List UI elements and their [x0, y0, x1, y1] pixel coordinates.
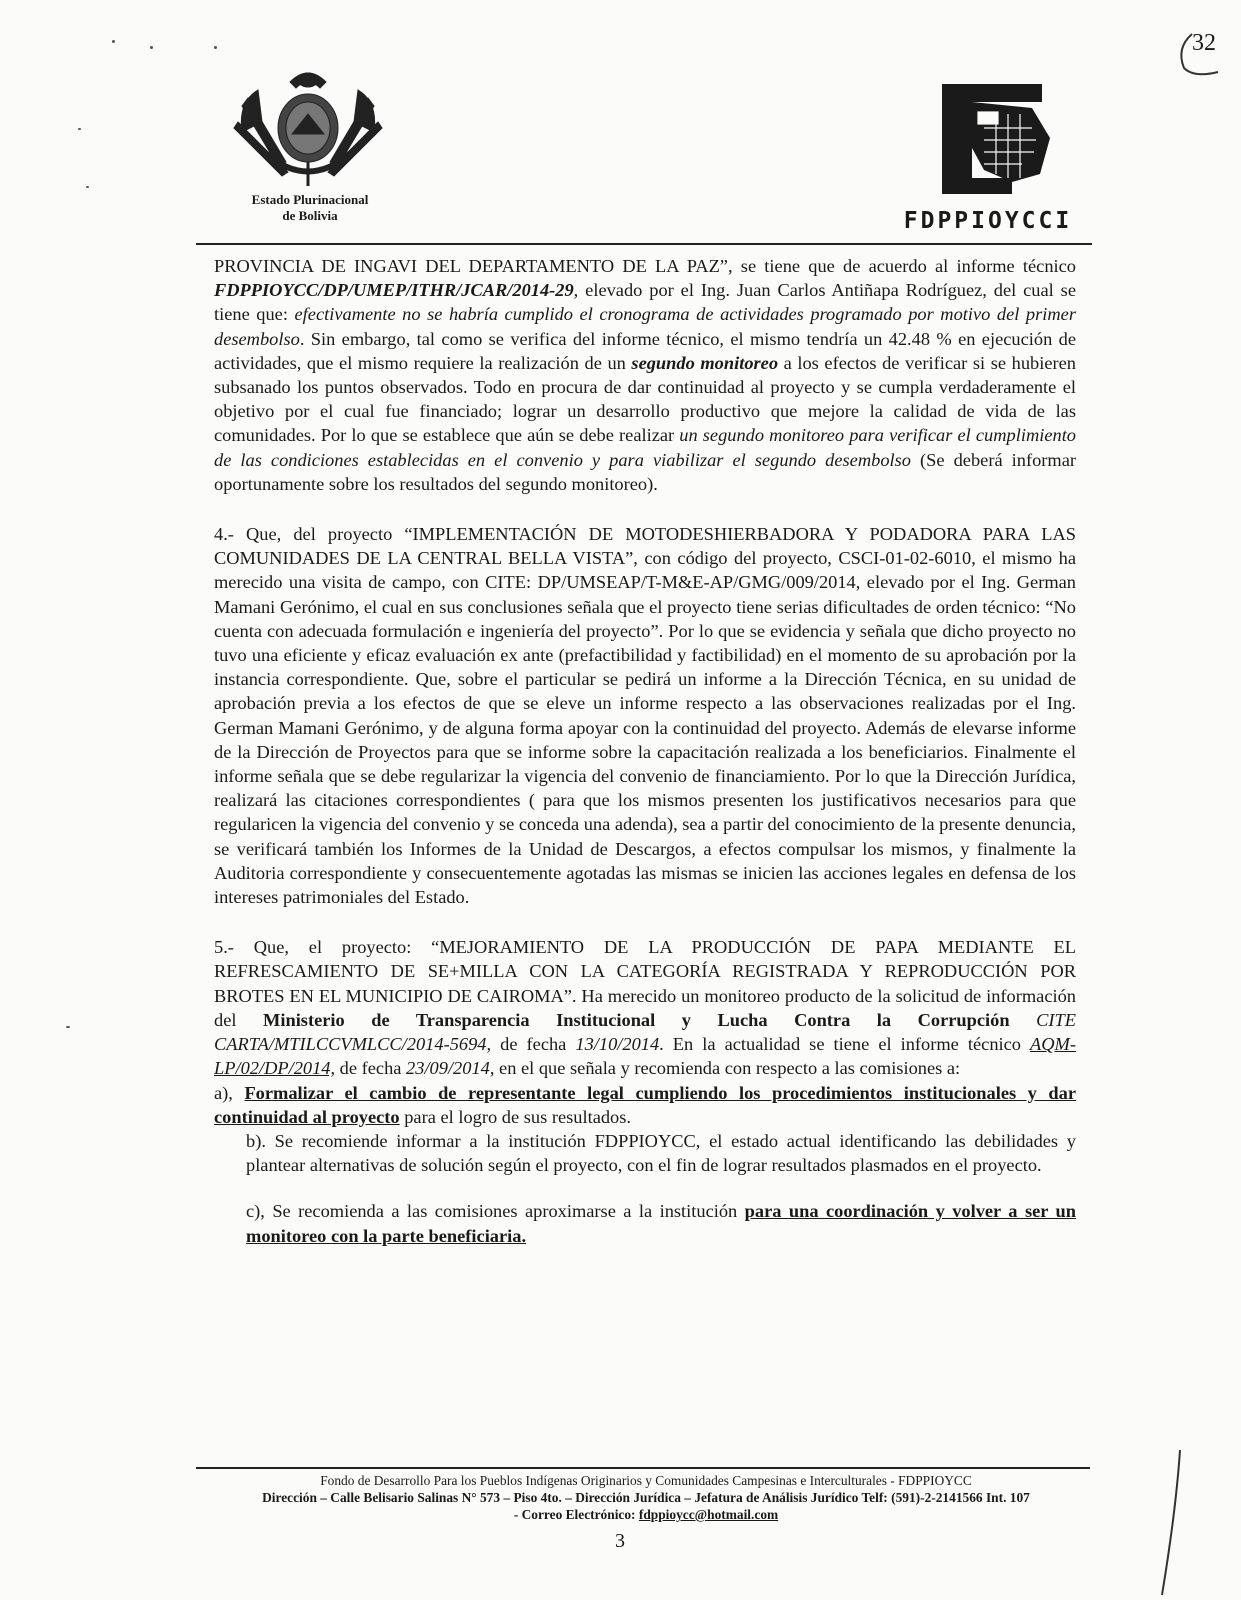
scan-dot	[214, 46, 217, 49]
scan-dot	[86, 186, 89, 188]
text-run: a los efectos de verificar si se hubieren subsanado los puntos observados. Todo en procura de dar continuidad al proyecto y se cumpla verdaderamente el objetivo por el cual fue financiado; lograr un desarrollo productivo que mejore la calidad de vida de las comunidades. Por lo que se establece que aún se debe realizar	[214, 352, 1076, 446]
paragraph-3-continuation	[214, 254, 1076, 496]
scan-dot	[66, 1026, 70, 1028]
header-divider	[196, 243, 1092, 245]
paragraph-5	[214, 935, 1076, 1080]
report-quote: efectivamente no se habría cumplido el cronograma de actividades programado por motivo del primer desembolso	[214, 304, 1076, 349]
text-run: . En la actualidad se tiene el informe técnico	[659, 1034, 1031, 1055]
recommendation-b: b). Se recomiende informar a la institución FDPPIOYCC, el estado actual identificando las debilidades y plantear alternativas de solución según el proyecto, con el fin de lograr resultados plasmados en el proyecto.	[246, 1130, 1076, 1176]
scan-dot	[112, 40, 115, 43]
item-prefix: a),	[214, 1082, 245, 1103]
page-mark-text: 32	[1192, 30, 1216, 56]
technical-report-reference: AQM-LP/02/DP/2014,	[214, 1034, 1076, 1079]
document-body	[214, 254, 1076, 1248]
recommendation-a	[214, 1081, 1076, 1129]
page-number: 3	[615, 1530, 625, 1552]
footer-address-line: Dirección – Calle Belisario Salinas N° 573 – Piso 4to. – Dirección Jurídica – Jefatura de Análisis Jurídico Telf: (591)-2-2141566 Int. 107	[262, 1490, 1030, 1505]
email-label: - Correo Electrónico:	[513, 1507, 639, 1522]
paragraph-gap	[214, 496, 1076, 522]
fdppioycc-logo-icon	[922, 78, 1056, 198]
text-run: , en el que señala y recomienda con respecto a las comisiones a:	[489, 1058, 961, 1079]
second-monitoring-emphasis: segundo monitoreo	[631, 352, 779, 373]
text-run: PROVINCIA DE INGAVI DEL DEPARTAMENTO DE LA PAZ”, se tiene que de acuerdo al informe técnico	[214, 256, 1076, 276]
footer	[196, 1472, 1096, 1523]
cite-reference: CITE CARTA/MTILCCVMLCC/2014-5694,	[214, 1009, 1076, 1055]
text-run: . Sin embargo, tal como se verifica del informe técnico, el mismo tendría un 42.48 % en ejecución de actividades, que el mismo requiere la realización de un	[214, 328, 1076, 373]
bolivia-coat-of-arms-icon	[228, 62, 388, 188]
item-prefix: c), Se recomienda a las comisiones aproximarse a la institución	[246, 1201, 745, 1222]
footer-org-line: Fondo de Desarrollo Para los Pueblos Indígenas Originarios y Comunidades Campesinas e Interculturales - FDPPIOYCC	[320, 1473, 972, 1488]
scan-dot	[78, 128, 81, 130]
scan-edge-line	[1140, 1450, 1200, 1600]
scan-dot	[150, 46, 153, 49]
date-1: 13/10/2014	[575, 1034, 660, 1055]
text-run: de fecha	[335, 1058, 407, 1079]
footer-divider	[196, 1467, 1090, 1469]
email-link[interactable]: fdppioycc@hotmail.com	[638, 1507, 779, 1522]
org-name: FDPPIOYCCI	[903, 208, 1073, 234]
recommendation-c	[214, 1199, 1076, 1247]
text-run: (Se deberá informar oportunamente sobre los resultados del segundo monitoreo).	[214, 449, 1076, 494]
text-run: 5.- Que, el proyecto: “MEJORAMIENTO DE LA PRODUCCIÓN DE PAPA MEDIANTE EL REFRESCAMIENTO DE SE+MILLA CON LA CATEGORÍA REGISTRADA Y REPRODUCCIÓN POR BROTES EN EL MUNICIPIO DE CAIROMA”. Ha merecido un monitoreo producto de la solicitud de información del	[214, 937, 1076, 1030]
ministry-name: Ministerio de Transparencia Institucional y Lucha Contra la Corrupción	[263, 1009, 1010, 1030]
recommendation-c-emphasis: para una coordinación y volver a ser un monitoreo con la parte beneficiaria.	[246, 1201, 1076, 1246]
recommendation-a-emphasis: Formalizar el cambio de representante legal cumpliendo los procedimientos institucionales y dar continuidad al proyecto	[214, 1082, 1077, 1127]
report-reference: FDPPIOYCC/DP/UMEP/ITHR/JCAR/2014-29	[214, 280, 574, 301]
text-run: para el logro de sus resultados.	[399, 1106, 631, 1127]
paragraph-gap	[214, 1177, 1076, 1199]
state-name-line1: Estado Plurinacional	[251, 192, 369, 207]
monitoring-requirement: un segundo monitoreo para verificar el cumplimiento de las condiciones establecidas en el convenio y para viabilizar el segundo desembolso	[214, 425, 1077, 470]
text-run	[1010, 1010, 1037, 1030]
paragraph-4: 4.- Que, del proyecto “IMPLEMENTACIÓN DE MOTODESHIERBADORA Y PODADORA PARA LAS COMUNIDADES DE LA CENTRAL BELLA VISTA”, con código del proyecto, CSCI-01-02-6010, el mismo ha merecido una visita de campo, con CITE: DP/UMSEAP/T-M&E-AP/GMG/009/2014, elevado por el Ing. German Mamani Gerónimo, el cual en sus conclusiones señala que el proyecto tiene serias dificultades de orden técnico: “No cuenta con adecuada formulación e ingeniería del proyecto”. Por lo que se evidencia y señala que dicho proyecto no tuvo una eficiente y eficaz evaluación ex ante (prefactibilidad y factibilidad) en el momento de su aprobación por la instancia correspondiente. Que, sobre el particular se pedirá un informe a la Dirección Técnica, en su unidad de aprobación previa a los efectos de que se eleve un informe respecto a las observaciones realizadas por el Ing. German Mamani Gerónimo, y de alguna forma apoyar con la continuidad del proyecto. Además de elevarse informe de la Dirección de Proyectos para que se informe sobre la capacitación realizada a los beneficiarios. Finalmente el informe señala que se debe regularizar la vigencia del convenio de financiamiento. Por lo que la Dirección Jurídica, realizará las citaciones correspondientes ( para que los mismos presenten los justificativos necesarios para que regularicen la vigencia del convenio y se conceda una adenda), sea a partir del conocimiento de la presente denuncia, se verificará también los Informes de la Unidad de Descargos, a efectos compulsar los mismos, y finalmente la Auditoria correspondiente y consecuentemente agotadas las mismas se inicien las acciones legales en defensa de los intereses patrimoniales del Estado.	[214, 524, 1076, 908]
date-2: 23/09/2014	[406, 1058, 490, 1079]
footer-email-line	[196, 1506, 1096, 1523]
text-run: de fecha	[491, 1034, 576, 1055]
state-name	[210, 192, 410, 224]
paragraph-gap	[214, 909, 1076, 935]
state-name-line2: de Bolivia	[282, 208, 338, 223]
text-run: , elevado por el Ing. Juan Carlos Antiñapa Rodríguez, del cual se tiene que:	[214, 280, 1076, 325]
